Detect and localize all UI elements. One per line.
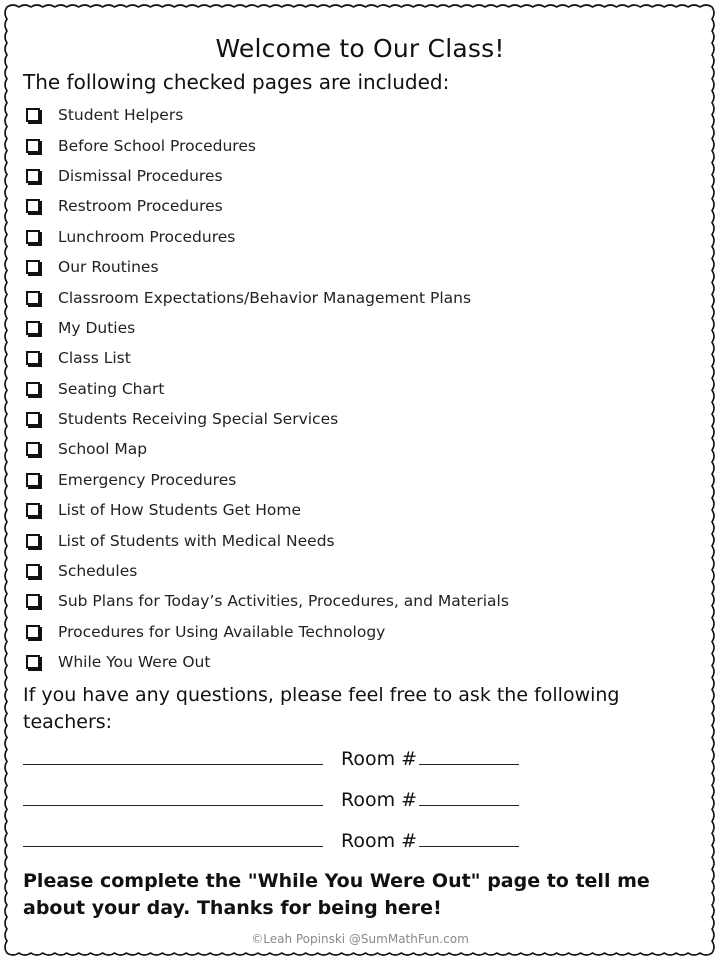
checklist-item-label: School Map xyxy=(58,440,148,459)
teacher-name-blank[interactable] xyxy=(23,787,323,806)
checklist-item xyxy=(24,252,509,282)
contacts-intro: If you have any questions, please feel free to ask the following teachers: xyxy=(23,684,620,733)
checklist-item-label: Lunchroom Procedures xyxy=(58,227,236,246)
checkbox-icon[interactable] xyxy=(26,321,40,335)
checklist-item xyxy=(24,282,509,312)
checkbox-icon[interactable] xyxy=(26,503,40,517)
checklist-item-label: List of How Students Get Home xyxy=(58,501,301,520)
room-number-label: Room # xyxy=(341,748,418,770)
checkbox-icon[interactable] xyxy=(26,442,40,456)
checkbox-icon[interactable] xyxy=(26,625,40,639)
checkbox-icon[interactable] xyxy=(26,108,40,122)
teacher-contact-row xyxy=(23,746,519,770)
checkbox-icon[interactable] xyxy=(26,473,40,487)
checkbox-icon[interactable] xyxy=(26,351,40,365)
checklist-item-label: My Duties xyxy=(58,318,136,337)
checklist-item xyxy=(24,222,509,252)
checklist-item-label: Our Routines xyxy=(58,258,159,277)
checklist-item xyxy=(24,617,509,647)
checkbox-icon[interactable] xyxy=(26,412,40,426)
room-number-blank[interactable] xyxy=(419,828,519,847)
checklist-item xyxy=(24,525,509,555)
checklist-item-label: Before School Procedures xyxy=(58,136,256,155)
checklist-item xyxy=(24,434,509,464)
checkbox-icon[interactable] xyxy=(26,260,40,274)
checkbox-icon[interactable] xyxy=(26,655,40,669)
checklist-item xyxy=(24,191,509,221)
teacher-contact-row xyxy=(23,828,519,852)
checkbox-icon[interactable] xyxy=(26,230,40,244)
checklist-item-label: Dismissal Procedures xyxy=(58,166,223,185)
teacher-name-blank[interactable] xyxy=(23,746,323,765)
checkbox-icon[interactable] xyxy=(26,564,40,578)
checklist-item-label: Sub Plans for Today’s Activities, Procedures, and Materials xyxy=(58,592,509,611)
room-number-blank[interactable] xyxy=(419,787,519,806)
room-number-label: Room # xyxy=(341,789,418,811)
checklist-item xyxy=(24,130,509,160)
checklist-item-label: List of Students with Medical Needs xyxy=(58,531,335,550)
checklist-item-label: Class List xyxy=(58,349,131,368)
room-number-blank[interactable] xyxy=(419,746,519,765)
room-number-label: Room # xyxy=(341,830,418,852)
checklist-item xyxy=(24,161,509,191)
page-checklist xyxy=(24,100,509,677)
closing-message: Please complete the "While You Were Out" page to tell me about your day. Thanks for being here! xyxy=(23,870,650,919)
checklist-item-label: Restroom Procedures xyxy=(58,197,223,216)
checklist-item xyxy=(24,465,509,495)
copyright-notice: ©Leah Popinski @SumMathFun.com xyxy=(251,932,469,946)
checklist-item xyxy=(24,100,509,130)
teacher-contact-row xyxy=(23,787,519,811)
checklist-item xyxy=(24,313,509,343)
checkbox-icon[interactable] xyxy=(26,199,40,213)
checklist-item xyxy=(24,586,509,616)
checklist-item-label: Students Receiving Special Services xyxy=(58,410,339,429)
checklist-item-label: Emergency Procedures xyxy=(58,470,237,489)
checkbox-icon[interactable] xyxy=(26,594,40,608)
checklist-item xyxy=(24,374,509,404)
checklist-item-label: While You Were Out xyxy=(58,653,211,672)
checkbox-icon[interactable] xyxy=(26,139,40,153)
checklist-item xyxy=(24,647,509,677)
checklist-item-label: Classroom Expectations/Behavior Management Plans xyxy=(58,288,472,307)
checklist-item-label: Student Helpers xyxy=(58,106,184,125)
checkbox-icon[interactable] xyxy=(26,169,40,183)
checklist-item xyxy=(24,404,509,434)
checklist-item-label: Schedules xyxy=(58,562,138,581)
checklist-item-label: Seating Chart xyxy=(58,379,165,398)
page-title: Welcome to Our Class! xyxy=(215,34,505,63)
checklist-item xyxy=(24,343,509,373)
checkbox-icon[interactable] xyxy=(26,291,40,305)
checkbox-icon[interactable] xyxy=(26,534,40,548)
checklist-item-label: Procedures for Using Available Technology xyxy=(58,622,386,641)
teacher-name-blank[interactable] xyxy=(23,828,323,847)
checklist-item xyxy=(24,556,509,586)
checklist-item xyxy=(24,495,509,525)
checkbox-icon[interactable] xyxy=(26,382,40,396)
checklist-heading: The following checked pages are included: xyxy=(23,70,450,94)
